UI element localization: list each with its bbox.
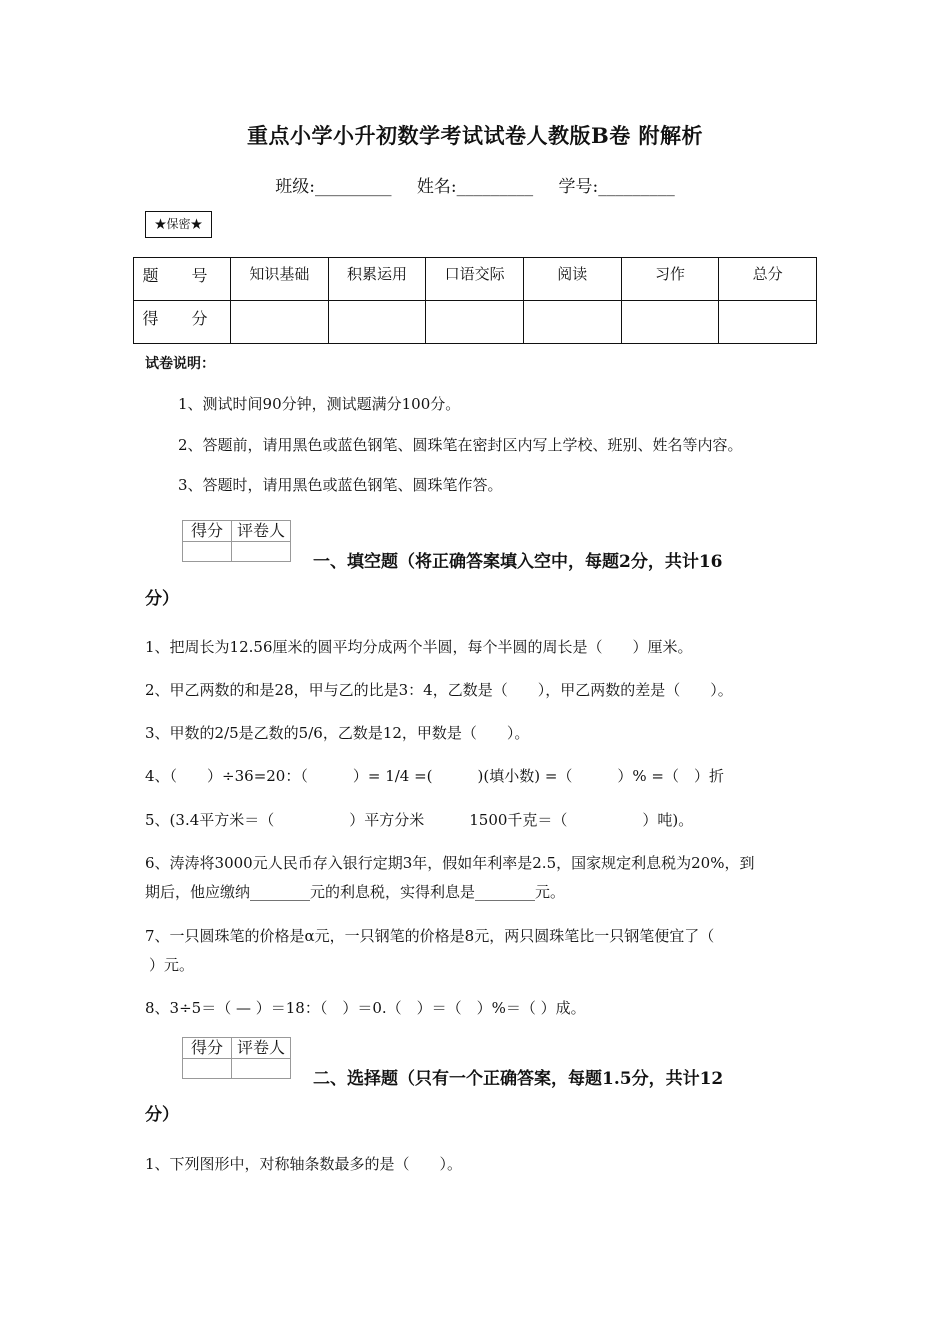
question-continued: ）元。: [149, 956, 195, 974]
score-table-cell: 积累运用: [328, 258, 426, 301]
name-field: 姓名:_________: [416, 177, 534, 197]
question-continued: 期后，他应缴纳________元的利息税，实得利息是________元。: [145, 883, 566, 901]
score-input-cell[interactable]: [328, 301, 426, 344]
score-table-header-row: [134, 258, 817, 301]
question: 2、甲乙两数的和是28，甲与乙的比是3：4，乙数是（ ），甲乙两数的差是（ ）。: [145, 681, 733, 699]
instructions-title: 试卷说明：: [145, 356, 215, 372]
question: 4、（ ）÷36=20：（ ）= 1/4 =( )(填小数) =（ ）% =（ ）折: [145, 767, 725, 785]
score-table-cell: 习作: [621, 258, 719, 301]
score-input-cell[interactable]: [231, 301, 329, 344]
grader-score-label: 得分: [183, 1038, 232, 1059]
question: 1、下列图形中，对称轴条数最多的是（ ）。: [145, 1155, 463, 1173]
section-heading-tail: 分）: [145, 1105, 179, 1125]
score-table-cell: 题 号: [134, 258, 231, 301]
instruction-item: 2、答题前，请用黑色或蓝色钢笔、圆珠笔在密封区内写上学校、班别、姓名等内容。: [178, 436, 743, 454]
instruction-item: 3、答题时，请用黑色或蓝色钢笔、圆珠笔作答。: [178, 476, 503, 494]
grader-name-cell[interactable]: [232, 1059, 291, 1079]
question: 1、把周长为12.56厘米的圆平均分成两个半圆，每个半圆的周长是（ ）厘米。: [145, 638, 693, 656]
question: 8、3÷5＝（ — ）＝18：（ ）＝0.（ ）＝（ ）%＝（ ）成。: [145, 999, 586, 1017]
student-id-field: 学号:_________: [558, 177, 675, 197]
grader-name-cell[interactable]: [232, 542, 291, 562]
grader-box: [182, 1037, 291, 1079]
question: 6、涛涛将3000元人民币存入银行定期3年，假如年利率是2.5，国家规定利息税为20%，到: [145, 854, 755, 872]
score-table: [133, 257, 817, 344]
score-table-cell: 知识基础: [231, 258, 329, 301]
score-table-cell: 口语交际: [426, 258, 524, 301]
score-table-score-row: [134, 301, 817, 344]
score-input-cell[interactable]: [426, 301, 524, 344]
score-input-cell[interactable]: [621, 301, 719, 344]
question: 3、甲数的2/5是乙数的5/6，乙数是12，甲数是（ ）。: [145, 724, 530, 742]
grader-box: [182, 520, 291, 562]
student-info: [0, 172, 950, 197]
class-field: 班级:_________: [275, 177, 392, 197]
question: 7、一只圆珠笔的价格是α元，一只钢笔的价格是8元，两只圆珠笔比一只钢笔便宜了（: [145, 927, 715, 945]
section-heading: 一、填空题（将正确答案填入空中，每题2分，共计16: [313, 552, 723, 572]
instruction-item: 1、测试时间90分钟，测试题满分100分。: [178, 395, 461, 413]
grader-score-cell[interactable]: [183, 1059, 232, 1079]
score-table-cell: 得 分: [134, 301, 231, 344]
grader-score-label: 得分: [183, 521, 232, 542]
question: 5、(3.4平方米＝（ ）平方分米 1500千克＝（ ）吨)。: [145, 811, 694, 829]
score-input-cell[interactable]: [719, 301, 817, 344]
grader-name-label: 评卷人: [232, 521, 291, 542]
page-title: 重点小学小升初数学考试试卷人教版B卷 附解析: [246, 123, 704, 148]
score-table-cell: 阅读: [523, 258, 621, 301]
confidential-badge: ★保密★: [145, 211, 212, 238]
grader-name-label: 评卷人: [232, 1038, 291, 1059]
score-table-cell: 总分: [719, 258, 817, 301]
section-heading-tail: 分）: [145, 589, 179, 609]
score-input-cell[interactable]: [523, 301, 621, 344]
section-heading: 二、选择题（只有一个正确答案，每题1.5分，共计12: [313, 1069, 724, 1089]
grader-score-cell[interactable]: [183, 542, 232, 562]
